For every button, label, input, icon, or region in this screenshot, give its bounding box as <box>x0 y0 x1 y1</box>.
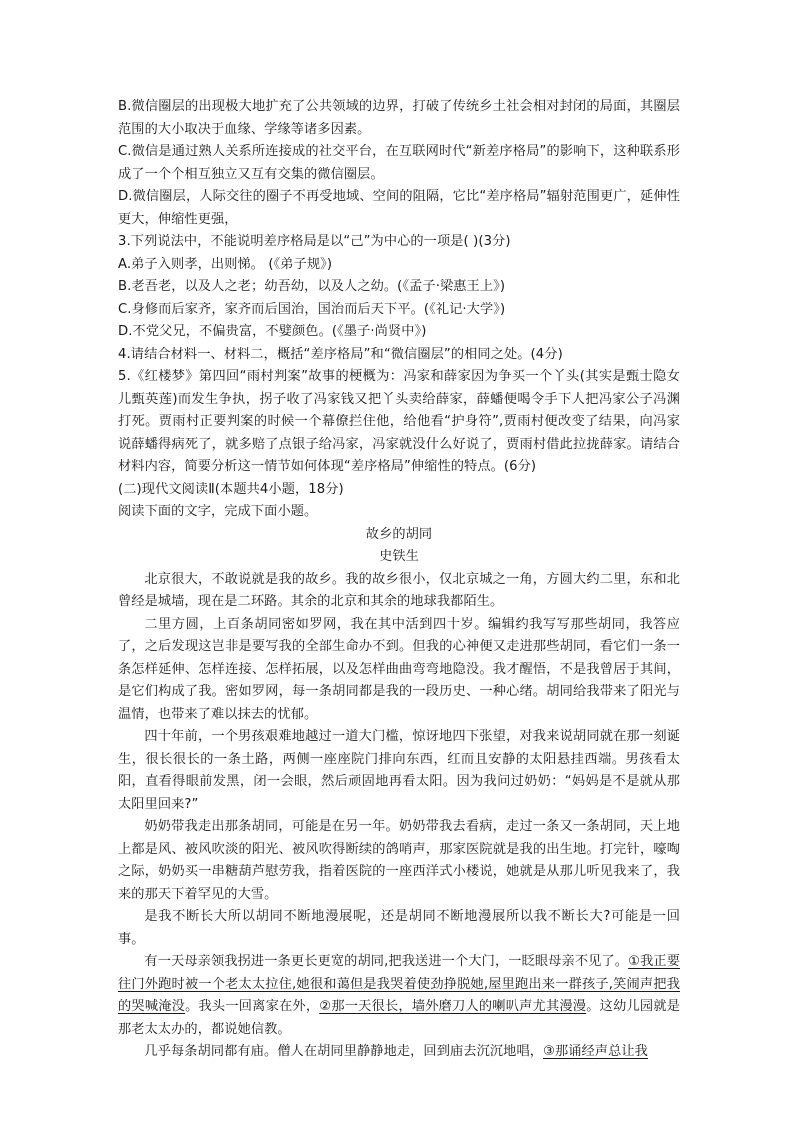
option-c: C.微信是通过熟人关系所连接成的社交平台，在互联网时代“新差序格局”的影响下，这种联系形成了一个个相互独立又互有交集的微信圈层。 <box>118 144 680 182</box>
paragraph-6-text-c: 。这幼儿园就是那老太太办的，都说她信教。 <box>118 999 681 1037</box>
underlined-sentence-3: ③那诵经声总让我 <box>543 1044 648 1059</box>
document-page <box>118 96 680 1064</box>
option-d: D.微信圈层，人际交往的圈子不再受地域、空间的阻隔，它比“差序格局”辐射范围更广，延伸性更大，伸缩性更强， <box>118 189 680 227</box>
question-5: 5.《红楼梦》第四回“雨村判案”故事的梗概为：冯家和薛家因为争买一个丫头(其实是甄士隐女儿甄英莲)而发生争执，拐子收了冯家钱又把丫头卖给薛家，薛蟠便喝令手下人把冯家公子冯渊打死。贾雨村正要判案的时候一个幕僚拦住他，给他看“护身符”,贾雨村便改变了结果，向冯家说薛蟠得病死了，就多赔了点银子给冯家，冯家就没什么好说了，贾雨村借此拉拢薛家。请结合材料内容，简要分析这一情节如何体现“差序格局”伸缩性的特点。(6分) <box>118 369 680 474</box>
underlined-sentence-1: ①我正要往门外跑时被一个老太太拉住,她很和蔼但是我哭着使劲挣脱她,屋里跑出来一群孩子,笑闹声把我的哭喊淹没 <box>118 954 680 1014</box>
paragraph-6-text-b: 。我头一回离家在外， <box>185 999 320 1014</box>
article-paragraph-1: 北京很大，不敢说就是我的故乡。我的故乡很小，仅北京城之一角，方圆大约二里，东和北曾经是城墙，现在是二环路。其余的北京和其余的地球我都陌生。 <box>118 571 680 609</box>
question-3-option-b: B.老吾老，以及人之老；幼吾幼，以及人之幼。(《孟子·梁惠王上》) <box>118 279 506 294</box>
question-3-option-c: C.身修而后家齐，家齐而后国治，国治而后天下平。(《礼记·大学》) <box>118 301 506 317</box>
section-heading: (二)现代文阅读Ⅱ(本题共4小题，18分) <box>118 481 344 497</box>
article-paragraph-5: 是我不断长大所以胡同不断地漫展呢，还是胡同不断地漫展所以我不断长大?可能是一回事。 <box>118 909 680 947</box>
article-title: 故乡的胡同 <box>365 526 433 542</box>
article-paragraph-3: 四十年前，一个男孩艰难地越过一道大门槛，惊讶地四下张望，对我来说胡同就在那一刻诞生，很长很长的一条土路，两侧一座座院门排向东西，红而且安静的太阳悬挂西端。男孩看太阳，直看得眼前发黑，闭一会眼，然后顽固地再看太阳。因为我问过奶奶：“妈妈是不是就从那太阳里回来?” <box>118 729 680 812</box>
article-paragraph-2: 二里方圆，上百条胡同密如罗网，我在其中活到四十岁。编辑约我写写那些胡同，我答应了，之后发现这岂非是要写我的全部生命办不到。但我的心神便又走进那些胡同，看它们一条一条怎样延伸、怎样连接、怎样拓展，以及怎样曲曲弯弯地隐没。我才醒悟，不是我曾居于其间，是它们构成了我。密如罗网，每一条胡同都是我的一段历史、一种心绪。胡同给我带来了阳光与温情，也带来了难以抹去的忧郁。 <box>118 616 680 722</box>
paragraph-6-text-a: 有一天母亲领我拐进一条更长更宽的胡同,把我送进一个大门，一眨眼母亲不见了。 <box>144 954 629 969</box>
paragraph-7-text-a: 几乎每条胡同都有庙。僧人在胡同里静静地走，回到庙去沉沉地唱， <box>144 1044 544 1059</box>
article-paragraph-6 <box>118 951 680 1041</box>
question-4: 4.请结合材料一、材料二，概括“差序格局”和“微信圈层”的相同之处。(4分) <box>118 346 563 362</box>
option-b: B.微信圈层的出现极大地扩充了公共领域的边界，打破了传统乡土社会相对封闭的局面，其圈层范围的大小取决于血缘、学缘等诸多因素。 <box>118 99 680 137</box>
reading-instruction: 阅读下面的文字，完成下面小题。 <box>118 504 318 519</box>
article-paragraph-7 <box>118 1041 680 1064</box>
question-3-option-d: D.不党父兄，不偏贵富，不嬖颜色。(《墨子·尚贤中》) <box>118 324 427 339</box>
question-3: 3.下列说法中，不能说明差序格局是以“己”为中心的一项是( )(3分) <box>118 234 511 249</box>
article-paragraph-4: 奶奶带我走出那条胡同，可能是在另一年。奶奶带我去看病，走过一条又一条胡同，天上地上都是风、被风吹淡的阳光、被风吹得断续的鸽哨声，那家医院就是我的出生地。打完针，嚎啕之际，奶奶买一串糖葫芦慰劳我，指着医院的一座西洋式小楼说，她就是从那儿听见我来了，我来的那天下着罕见的大雪。 <box>118 819 680 902</box>
question-3-option-a: A.弟子入则孝，出则悌。 (《弟子规》) <box>118 256 333 272</box>
underlined-sentence-2: ②那一天很长，墙外磨刀人的喇叭声尤其漫漫 <box>319 999 587 1014</box>
article-author: 史铁生 <box>379 549 419 564</box>
